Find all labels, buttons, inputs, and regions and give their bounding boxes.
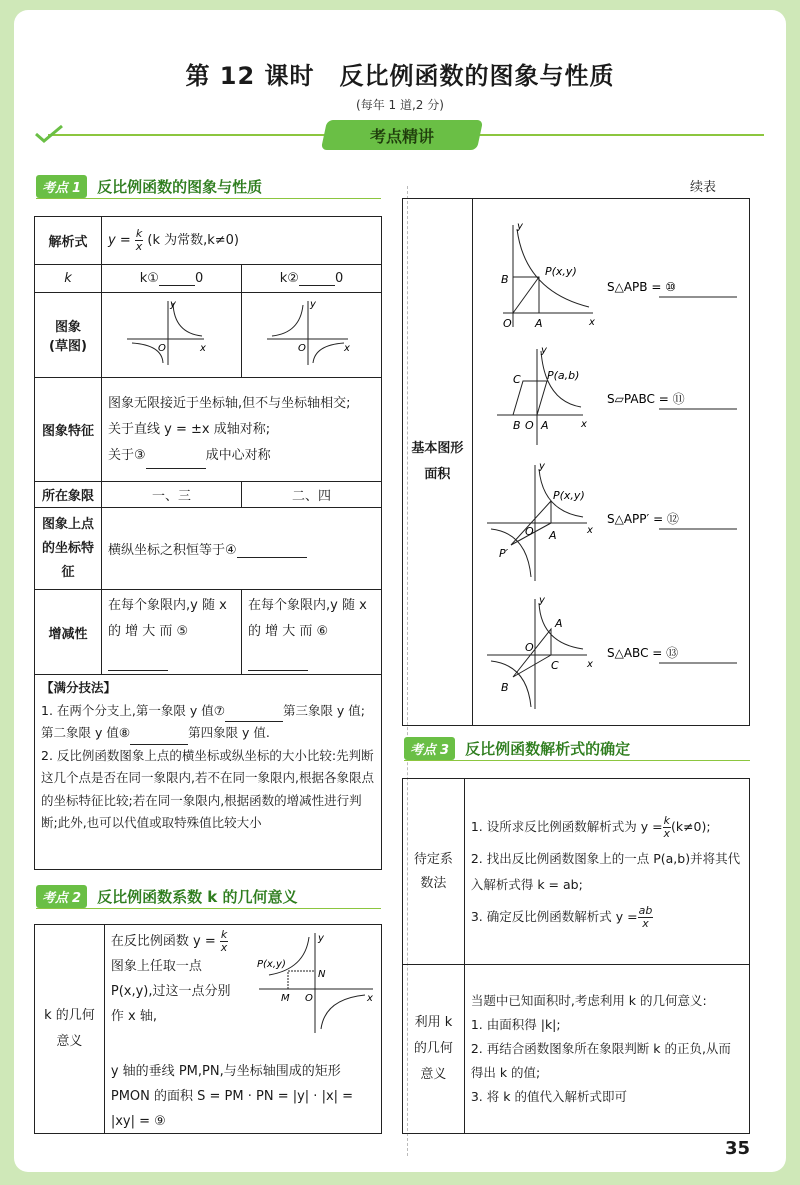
- quadrant-right: 二、四: [242, 482, 382, 508]
- section2-line: [36, 908, 381, 909]
- expr-cell: y = $\frac{k}{x}$ (k 为常数,k≠0): [102, 217, 382, 265]
- area-formula-2: S▱PABC = ⑪: [606, 392, 685, 406]
- continued-label: 续表: [690, 180, 717, 195]
- page-title: 第 12 课时 反比例函数的图象与性质: [185, 62, 615, 90]
- page-number: 35: [724, 1138, 750, 1159]
- area-figure-1: [483, 215, 753, 333]
- fig-m-label: M: [280, 993, 290, 1004]
- k-meaning-cell: [104, 925, 381, 1134]
- svg-text:O: O: [524, 419, 534, 432]
- section2-header: [36, 884, 297, 908]
- area-formula-4: S△ABC = ⑬: [606, 646, 678, 660]
- area-figure-4: [483, 595, 753, 713]
- method-step-2: 2. 找出反比例函数图象上的一点 P(a,b)并将其代入解析式得 k = ab;: [470, 850, 741, 892]
- k-meaning-label: k 的几何意义: [35, 925, 105, 1134]
- feature-label: 图象特征: [35, 378, 102, 482]
- tips-2: 2. 反比例函数图象上点的横坐标或纵坐标的大小比较:先判断这几个点是否在同一象限内,若不在同一象限内,根据各象限点的坐标特征比较;若在同一象限内,根据函数的增减性进行判断;此外,也可以代值或取特殊值比较大小: [41, 747, 374, 830]
- graph-positive-k: [102, 293, 242, 378]
- page: [14, 10, 786, 1172]
- fig-p-label: P(x,y): [256, 959, 286, 970]
- hyperbola-q2q4-graph: [242, 293, 381, 373]
- svg-text:x: x: [588, 317, 595, 328]
- area-table: [402, 198, 750, 726]
- svg-text:B: B: [500, 681, 509, 694]
- k-meaning-figure: [255, 929, 377, 1037]
- coord-label: 图象上点的坐标特征: [35, 508, 102, 590]
- svg-text:O: O: [298, 343, 306, 354]
- section3-tag: 考点 3: [404, 737, 455, 760]
- svg-text:C: C: [550, 659, 559, 672]
- area-formula-1: S△APB = ⑩: [606, 280, 676, 294]
- k-left: k① 0: [102, 265, 242, 293]
- k-meaning-text-top: 在反比例函数 y = $\frac{k}{x}$ 图象上任取一点 P(x,y),过这一点分别作 x 轴,: [110, 928, 231, 1024]
- svg-text:x: x: [586, 659, 593, 670]
- coord-text: 横纵坐标之积恒等于④: [102, 508, 382, 590]
- k-meaning-text-bottom: y 轴的垂线 PM,PN,与坐标轴围成的矩形 PMON 的面积 S = PM · PN = |y| · |x| = |xy| = ⑨: [111, 1059, 375, 1134]
- svg-text:O: O: [502, 317, 512, 330]
- section3-header: [404, 736, 630, 760]
- svg-text:y: y: [170, 299, 176, 310]
- svg-text:A: A: [540, 419, 549, 432]
- svg-text:C: C: [512, 373, 521, 386]
- svg-text:x: x: [586, 525, 593, 536]
- svg-text:P′: P′: [498, 547, 508, 560]
- quadrant-label: 所在象限: [35, 482, 102, 508]
- expr-fraction: $\frac{k}{x}$: [135, 227, 143, 253]
- svg-text:y: y: [538, 461, 545, 472]
- tips-title: 【满分技法】: [41, 680, 117, 695]
- section1-tag: 考点 1: [36, 175, 87, 198]
- expr-label: 解析式: [35, 217, 102, 265]
- page-subtitle: (每年 1 道,2 分): [356, 98, 444, 112]
- svg-text:O: O: [524, 641, 534, 654]
- svg-text:B: B: [512, 419, 521, 432]
- feature-text: 图象无限接近于坐标轴,但不与坐标轴相交; 关于直线 y = ±x 成轴对称; 关于③ 成中心对称: [102, 378, 382, 482]
- svg-text:y: y: [540, 345, 547, 356]
- section1-line: [36, 198, 381, 199]
- banner-text: 考点精讲: [369, 127, 434, 146]
- mono-left: 在每个象限内,y 随 x 的 增 大 而 ⑤: [102, 590, 242, 675]
- svg-text:P(x,y): P(x,y): [552, 489, 585, 502]
- section2-tag: 考点 2: [36, 885, 87, 908]
- section2-table: [34, 924, 382, 1134]
- method-steps: [464, 779, 749, 965]
- svg-text:A: A: [534, 317, 543, 330]
- geo-label: 利用 k 的几何意义: [403, 965, 465, 1134]
- graph-label: 图象 (草图): [35, 293, 102, 378]
- check-icon: [34, 124, 64, 144]
- section3-line: [404, 760, 750, 761]
- area-figure-2: [483, 345, 753, 449]
- section1-header: [36, 174, 262, 198]
- svg-text:A: A: [554, 617, 563, 630]
- mono-right: 在每个象限内,y 随 x 的 增 大 而 ⑥: [242, 590, 382, 675]
- svg-text:y: y: [538, 595, 545, 606]
- fig-x-label: x: [366, 993, 373, 1004]
- geo-step-2: 2. 再结合函数图象所在象限判断 k 的正负,从而得出 k 的值;: [470, 1041, 731, 1080]
- fig-y-label: y: [317, 933, 324, 944]
- svg-text:x: x: [344, 343, 350, 354]
- geo-step-3: 3. 将 k 的值代入解析式即可: [470, 1089, 627, 1104]
- svg-text:x: x: [200, 343, 206, 354]
- area-formula-3: S△APP′ = ⑫: [606, 512, 679, 526]
- method-label: 待定系数法: [403, 779, 465, 965]
- hyperbola-q1q3-graph: [102, 293, 241, 373]
- area-figures: [472, 199, 749, 726]
- mono-label: 增减性: [35, 590, 102, 675]
- tips-1: 1. 在两个分支上,第一象限 y 值⑦ 第三象限 y 值;第二象限 y 值⑧ 第四象限 y 值.: [41, 700, 375, 745]
- k-label: k: [35, 265, 102, 293]
- svg-text:B: B: [500, 273, 509, 286]
- section3-title: 反比例函数解析式的确定: [465, 739, 631, 758]
- svg-text:P(a,b): P(a,b): [546, 369, 580, 382]
- section1-title: 反比例函数的图象与性质: [97, 177, 263, 196]
- svg-text:y: y: [516, 221, 523, 232]
- section2-title: 反比例函数系数 k 的几何意义: [97, 887, 298, 906]
- svg-text:P(x,y): P(x,y): [544, 265, 577, 278]
- geo-steps: [464, 965, 749, 1134]
- graph-negative-k: [242, 293, 382, 378]
- section1-table: [34, 216, 382, 675]
- svg-text:O: O: [524, 525, 534, 538]
- tips-box: [34, 674, 382, 870]
- svg-text:A: A: [548, 529, 557, 542]
- quadrant-left: 一、三: [102, 482, 242, 508]
- k-right: k② 0: [242, 265, 382, 293]
- svg-text:O: O: [158, 343, 166, 354]
- svg-text:x: x: [580, 419, 587, 430]
- section3-table: [402, 778, 750, 1134]
- area-figure-3: [483, 461, 753, 585]
- fig-n-label: N: [317, 969, 326, 980]
- fig-o-label: O: [304, 993, 313, 1004]
- geo-step-0: 当题中已知面积时,考虑利用 k 的几何意义:: [470, 993, 707, 1008]
- method-step-3: 3. 确定反比例函数解析式 y = $\frac{ab}{x}$: [470, 903, 653, 930]
- area-label: 基本图形面积: [403, 199, 473, 726]
- method-step-1: 1. 设所求反比例函数解析式为 y = $\frac{k}{x}$ (k≠0);: [470, 813, 711, 840]
- svg-text:y: y: [310, 299, 316, 310]
- geo-step-1: 1. 由面积得 |k|;: [470, 1017, 561, 1032]
